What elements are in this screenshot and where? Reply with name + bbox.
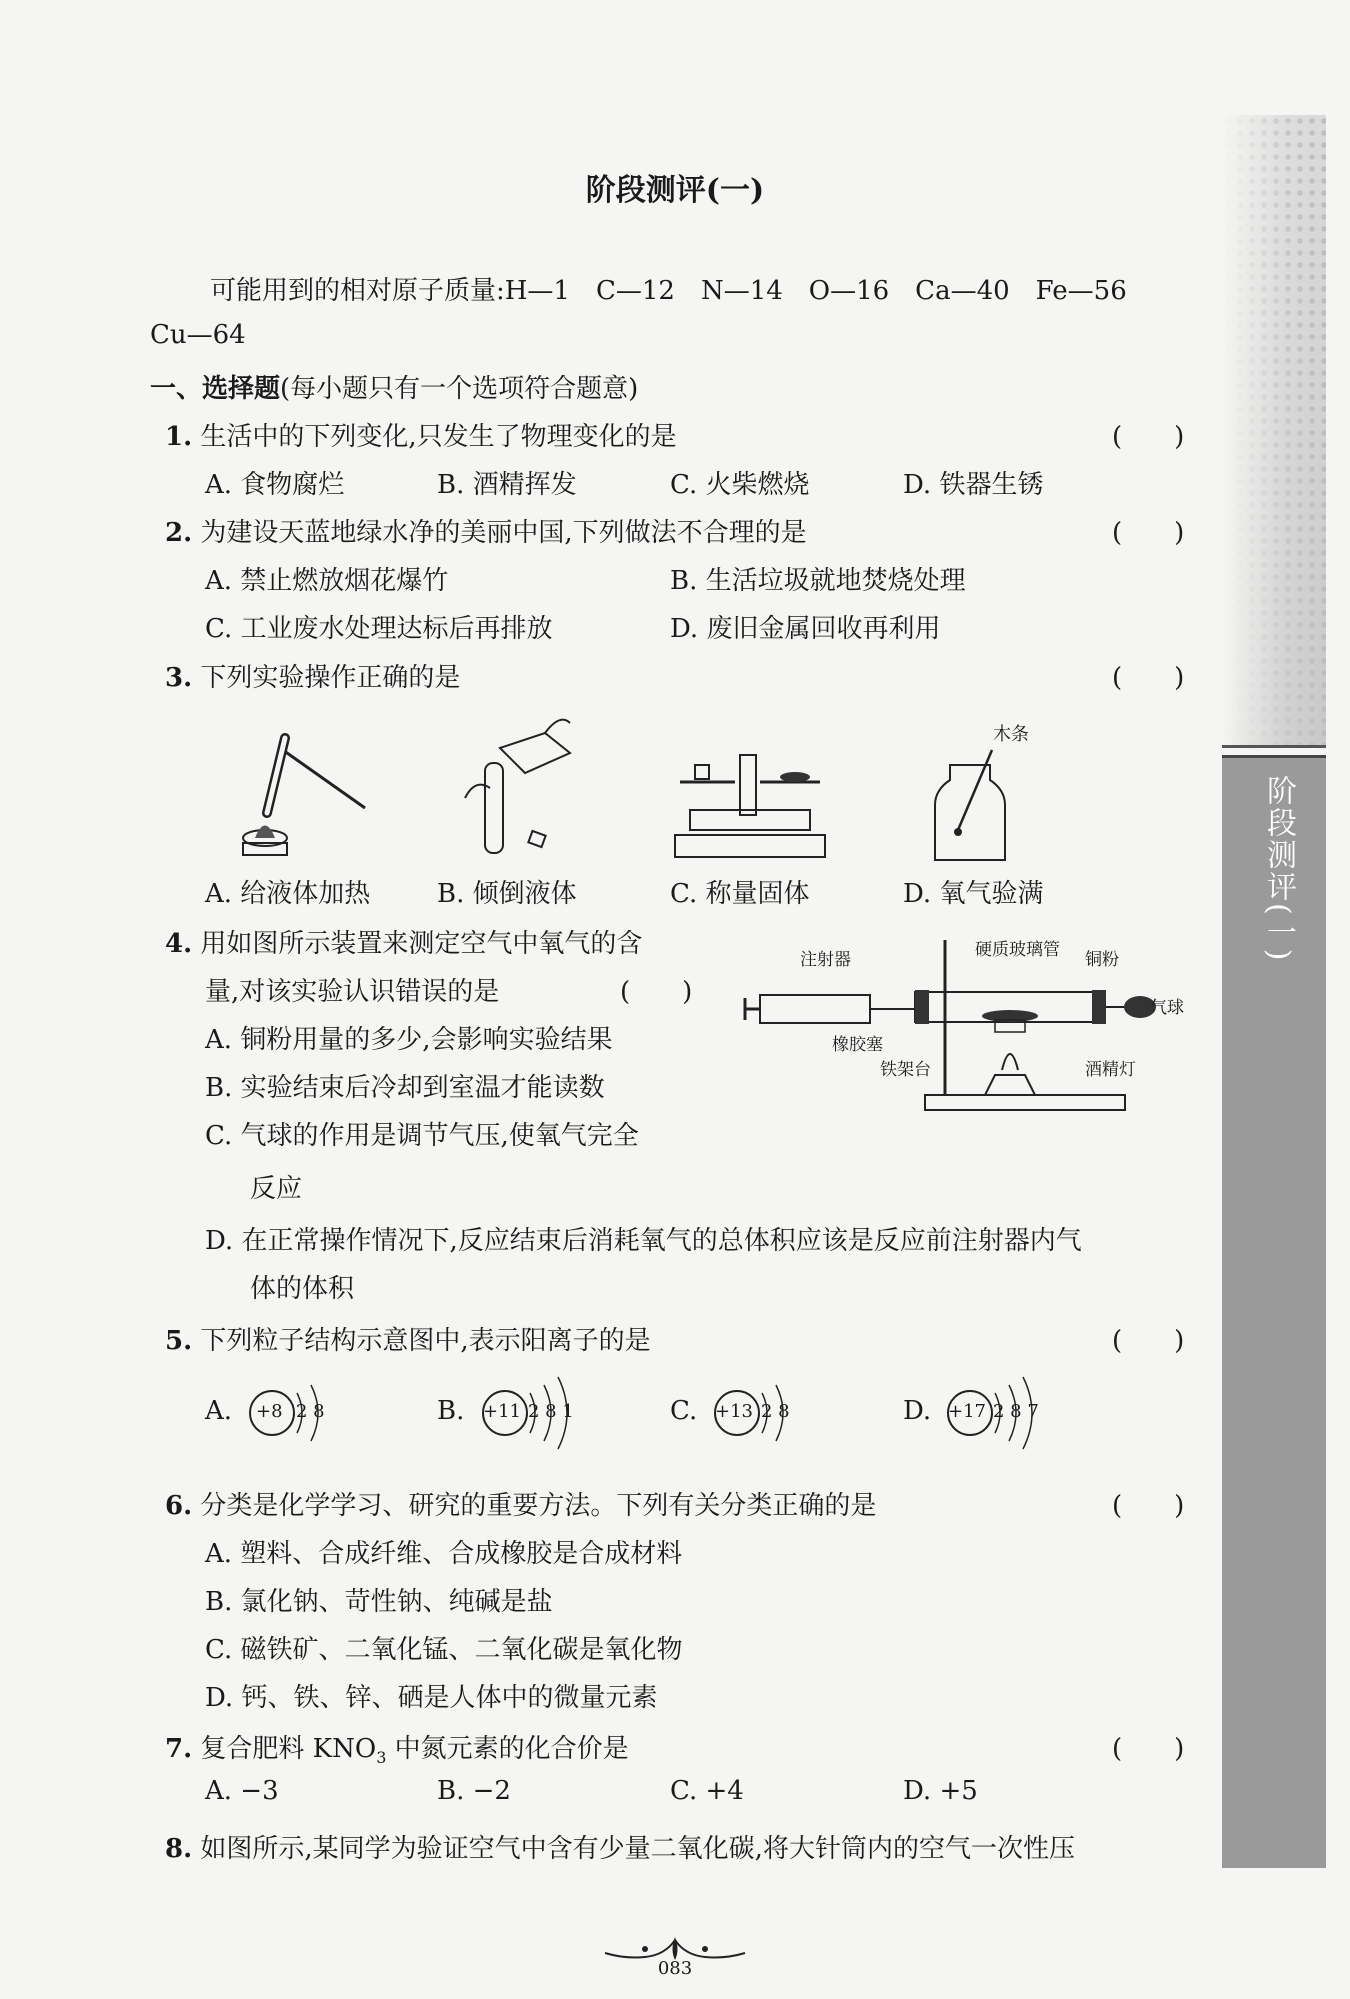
q4-option-d-cont: 体的体积 [250, 1274, 355, 1304]
heating-liquid-figure [225, 718, 375, 868]
shells-d: 2 8 7 [993, 1401, 1039, 1422]
question-text: 下列粒子结构示意图中,表示阳离子的是 [200, 1326, 651, 1356]
question-text: 生活中的下列变化,只发生了物理变化的是 [200, 422, 677, 452]
q5-option-a-letter: A. [205, 1396, 233, 1426]
label-stopper: 橡胶塞 [832, 1035, 883, 1055]
answer-bracket-1: ( ) [1112, 422, 1185, 452]
answer-bracket-6: ( ) [1112, 1491, 1185, 1521]
page-title: 阶段测评(一) [585, 173, 765, 208]
question-number: 4. [165, 929, 193, 959]
question-text-a: 复合肥料 KNO [200, 1734, 377, 1764]
shells-b: 2 8 1 [528, 1401, 574, 1422]
label-balloon: 气球 [1150, 998, 1184, 1018]
q7-option-c: C. +4 [670, 1776, 744, 1806]
question-4-line2: 量,对该实验认识错误的是 [205, 977, 500, 1007]
question-text: 为建设天蓝地绿水净的美丽中国,下列做法不合理的是 [200, 518, 807, 548]
question-text: 下列实验操作正确的是 [200, 663, 461, 693]
q3-option-d: D. 氧气验满 [903, 879, 1044, 909]
label-stand: 铁架台 [880, 1060, 931, 1080]
question-text: 如图所示,某同学为验证空气中含有少量二氧化碳,将大针筒内的空气一次性压 [200, 1834, 1075, 1864]
question-7 [165, 1728, 629, 1767]
question-number: 7. [165, 1734, 193, 1764]
answer-bracket-2: ( ) [1112, 518, 1185, 548]
atomic-mass-line1: 可能用到的相对原子质量:H—1 C—12 N—14 O—16 Ca—40 Fe—56 [210, 276, 1127, 306]
answer-bracket-4: ( ) [620, 977, 693, 1007]
question-6 [165, 1485, 876, 1522]
q2-option-c: C. 工业废水处理达标后再排放 [205, 614, 553, 644]
q4-option-c-cont: 反应 [250, 1174, 303, 1204]
q2-option-d: D. 废旧金属回收再利用 [670, 614, 941, 644]
q1-option-b: B. 酒精挥发 [437, 470, 577, 500]
page-number: 083 [657, 1958, 693, 1979]
question-number: 6. [165, 1491, 193, 1521]
question-2 [165, 512, 807, 549]
q3-option-a: A. 给液体加热 [205, 879, 371, 909]
label-syringe: 注射器 [800, 950, 851, 970]
label-lamp: 酒精灯 [1085, 1060, 1136, 1080]
atomic-mass-line2: Cu—64 [150, 320, 246, 350]
question-4 [165, 923, 642, 960]
answer-bracket-7: ( ) [1112, 1734, 1185, 1764]
side-tab-label: 阶段测评(一) [1261, 775, 1296, 963]
q6-option-c: C. 磁铁矿、二氧化锰、二氧化碳是氧化物 [205, 1635, 683, 1665]
q4-option-d: D. 在正常操作情况下,反应结束后消耗氧气的总体积应该是反应前注射器内气 [205, 1226, 1082, 1256]
nucleus-c: +13 [715, 1401, 753, 1422]
question-text-b: 中氮元素的化合价是 [386, 1734, 629, 1764]
q5-option-d-letter: D. [903, 1396, 932, 1426]
q7-option-d: D. +5 [903, 1776, 978, 1806]
pouring-liquid-figure [445, 708, 595, 868]
section-heading [150, 368, 638, 405]
q4-option-c: C. 气球的作用是调节气压,使氧气完全 [205, 1121, 639, 1151]
question-3 [165, 657, 460, 694]
q7-option-a: A. −3 [205, 1776, 279, 1806]
nucleus-d: +17 [948, 1401, 986, 1422]
question-text: 用如图所示装置来测定空气中氧气的含 [200, 929, 643, 959]
section-title: 一、选择题 [150, 374, 281, 404]
question-number: 2. [165, 518, 193, 548]
subscript: 3 [376, 1748, 387, 1768]
q4-option-a: A. 铜粉用量的多少,会影响实验结果 [205, 1025, 613, 1055]
q4-option-b: B. 实验结束后冷却到室温才能读数 [205, 1073, 605, 1103]
question-number: 8. [165, 1834, 193, 1864]
question-1 [165, 416, 677, 453]
q7-option-b: B. −2 [437, 1776, 511, 1806]
q1-option-d: D. 铁器生锈 [903, 470, 1044, 500]
nucleus-a: +8 [256, 1401, 283, 1422]
q2-option-a: A. 禁止燃放烟花爆竹 [205, 566, 449, 596]
nucleus-b: +11 [483, 1401, 521, 1422]
question-number: 3. [165, 663, 193, 693]
shells-c: 2 8 [761, 1401, 790, 1422]
q1-option-a: A. 食物腐烂 [205, 470, 345, 500]
section-note: (每小题只有一个选项符合题意) [280, 374, 639, 404]
question-number: 5. [165, 1326, 193, 1356]
question-text: 分类是化学学习、研究的重要方法。下列有关分类正确的是 [200, 1491, 877, 1521]
q2-option-b: B. 生活垃圾就地焚烧处理 [670, 566, 966, 596]
side-tab-pattern [1222, 115, 1326, 748]
question-text [200, 1734, 629, 1768]
q6-option-d: D. 钙、铁、锌、硒是人体中的微量元素 [205, 1683, 658, 1713]
q6-option-a: A. 塑料、合成纤维、合成橡胶是合成材料 [205, 1539, 683, 1569]
question-number: 1. [165, 422, 193, 452]
q5-option-b-letter: B. [437, 1396, 465, 1426]
q5-option-c-letter: C. [670, 1396, 698, 1426]
balance-figure [670, 750, 830, 870]
question-5 [165, 1320, 651, 1357]
shells-a: 2 8 [296, 1401, 325, 1422]
answer-bracket-3: ( ) [1112, 663, 1185, 693]
splint-label: 木条 [993, 724, 1029, 745]
q3-option-b: B. 倾倒液体 [437, 879, 577, 909]
question-8 [165, 1828, 1075, 1865]
label-copper: 铜粉 [1085, 950, 1119, 970]
q6-option-b: B. 氯化钠、苛性钠、纯碱是盐 [205, 1587, 553, 1617]
answer-bracket-5: ( ) [1112, 1326, 1185, 1356]
label-glass-tube: 硬质玻璃管 [975, 940, 1060, 960]
q3-option-c: C. 称量固体 [670, 879, 810, 909]
q1-option-c: C. 火柴燃烧 [670, 470, 810, 500]
